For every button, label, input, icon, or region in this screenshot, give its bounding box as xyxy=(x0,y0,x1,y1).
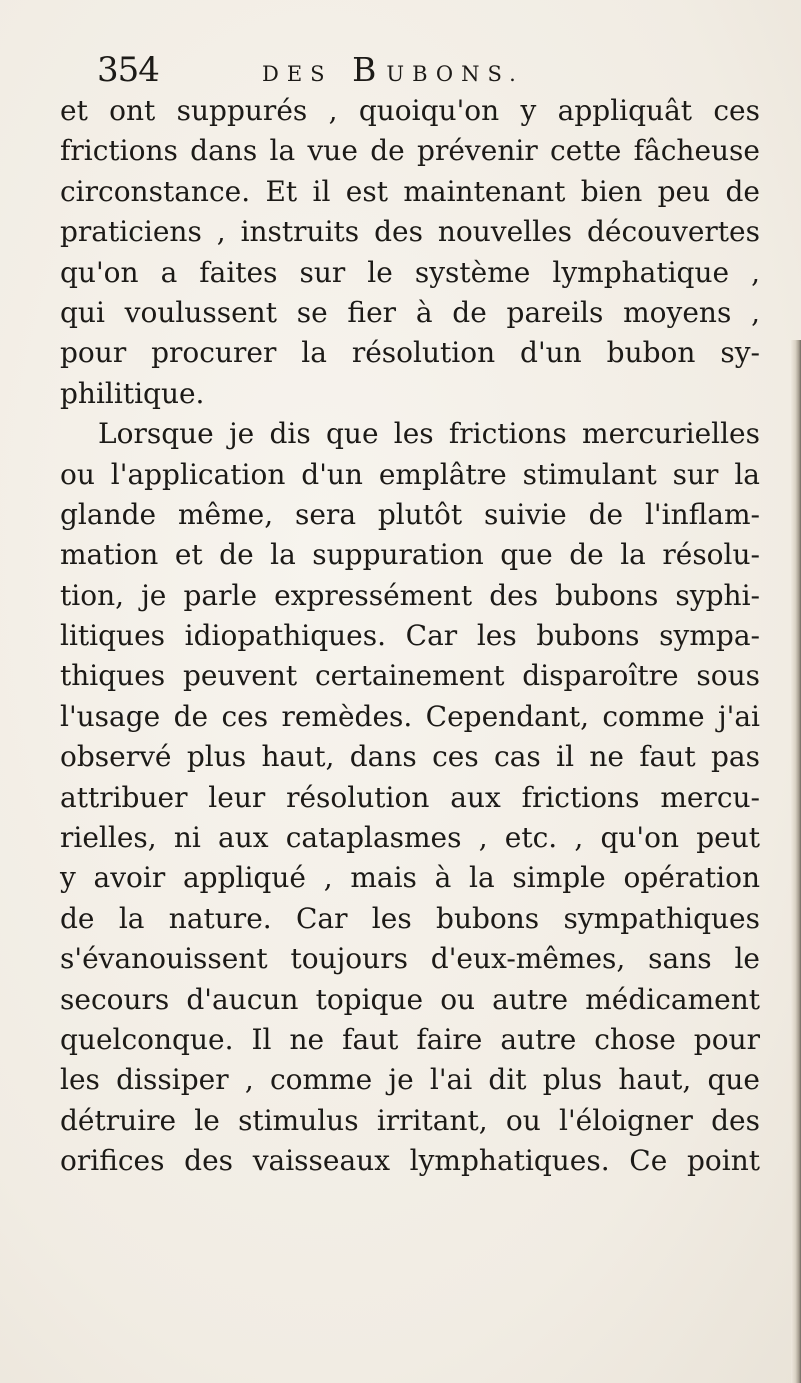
text-line: y avoir appliqué , mais à la simple opération xyxy=(60,861,760,895)
text-line: de la nature. Car les bubons sympathiques xyxy=(60,901,760,935)
text-line: détruire le stimulus irritant, ou l'éloigner des xyxy=(60,1103,760,1137)
text-line: les dissiper , comme je l'ai dit plus haut, que xyxy=(60,1063,760,1097)
text-line: philitique. xyxy=(60,376,205,410)
text-line: secours d'aucun topique ou autre médicament xyxy=(60,982,760,1016)
text-line: l'usage de ces remèdes. Cependant, comme j'ai xyxy=(60,699,760,733)
page-header xyxy=(97,44,657,96)
text-line: praticiens , instruits des nouvelles découvertes xyxy=(60,215,760,249)
text-line: qu'on a faites sur le système lymphatique , xyxy=(60,255,760,289)
text-line: Lorsque je dis que les frictions mercurielles xyxy=(98,417,760,451)
text-line: orifices des vaisseaux lymphatiques. Ce point xyxy=(60,1144,760,1178)
text-line: attribuer leur résolution aux frictions mercu- xyxy=(60,780,760,814)
text-line: tion, je parle expressément des bubons syphi- xyxy=(60,578,760,612)
text-line: quelconque. Il ne faut faire autre chose pour xyxy=(60,1022,760,1056)
running-title-small: DES xyxy=(262,62,333,86)
text-line: rielles, ni aux cataplasmes , etc. , qu'on peut xyxy=(60,821,760,855)
text-line: observé plus haut, dans ces cas il ne faut pas xyxy=(60,740,760,774)
text-line: pour procurer la résolution d'un bubon sy- xyxy=(60,336,760,370)
text-line: s'évanouissent toujours d'eux-mêmes, sans le xyxy=(60,942,760,976)
text-line: thiques peuvent certainement disparoître sous xyxy=(60,659,760,693)
text-line: qui voulussent se fier à de pareils moyens , xyxy=(60,295,760,329)
text-line: glande même, sera plutôt suivie de l'inflam- xyxy=(60,497,760,531)
body-text xyxy=(60,91,760,1182)
running-title-cap: B xyxy=(352,50,387,89)
text-line: circonstance. Et il est maintenant bien peu de xyxy=(60,174,760,208)
text-line: frictions dans la vue de prévenir cette fâcheuse xyxy=(60,134,760,168)
text-line: et ont suppurés , quoiqu'on y appliquât ces xyxy=(60,94,760,127)
text-line: litiques idiopathiques. Car les bubons sympa- xyxy=(60,619,760,653)
text-line: ou l'application d'un emplâtre stimulant sur la xyxy=(60,457,760,491)
running-title-rest: UBONS. xyxy=(386,62,524,86)
page-edge-shadow xyxy=(791,340,801,1383)
text-line: mation et de la suppuration que de la résolu- xyxy=(60,538,760,572)
page-number: 354 xyxy=(97,50,159,90)
